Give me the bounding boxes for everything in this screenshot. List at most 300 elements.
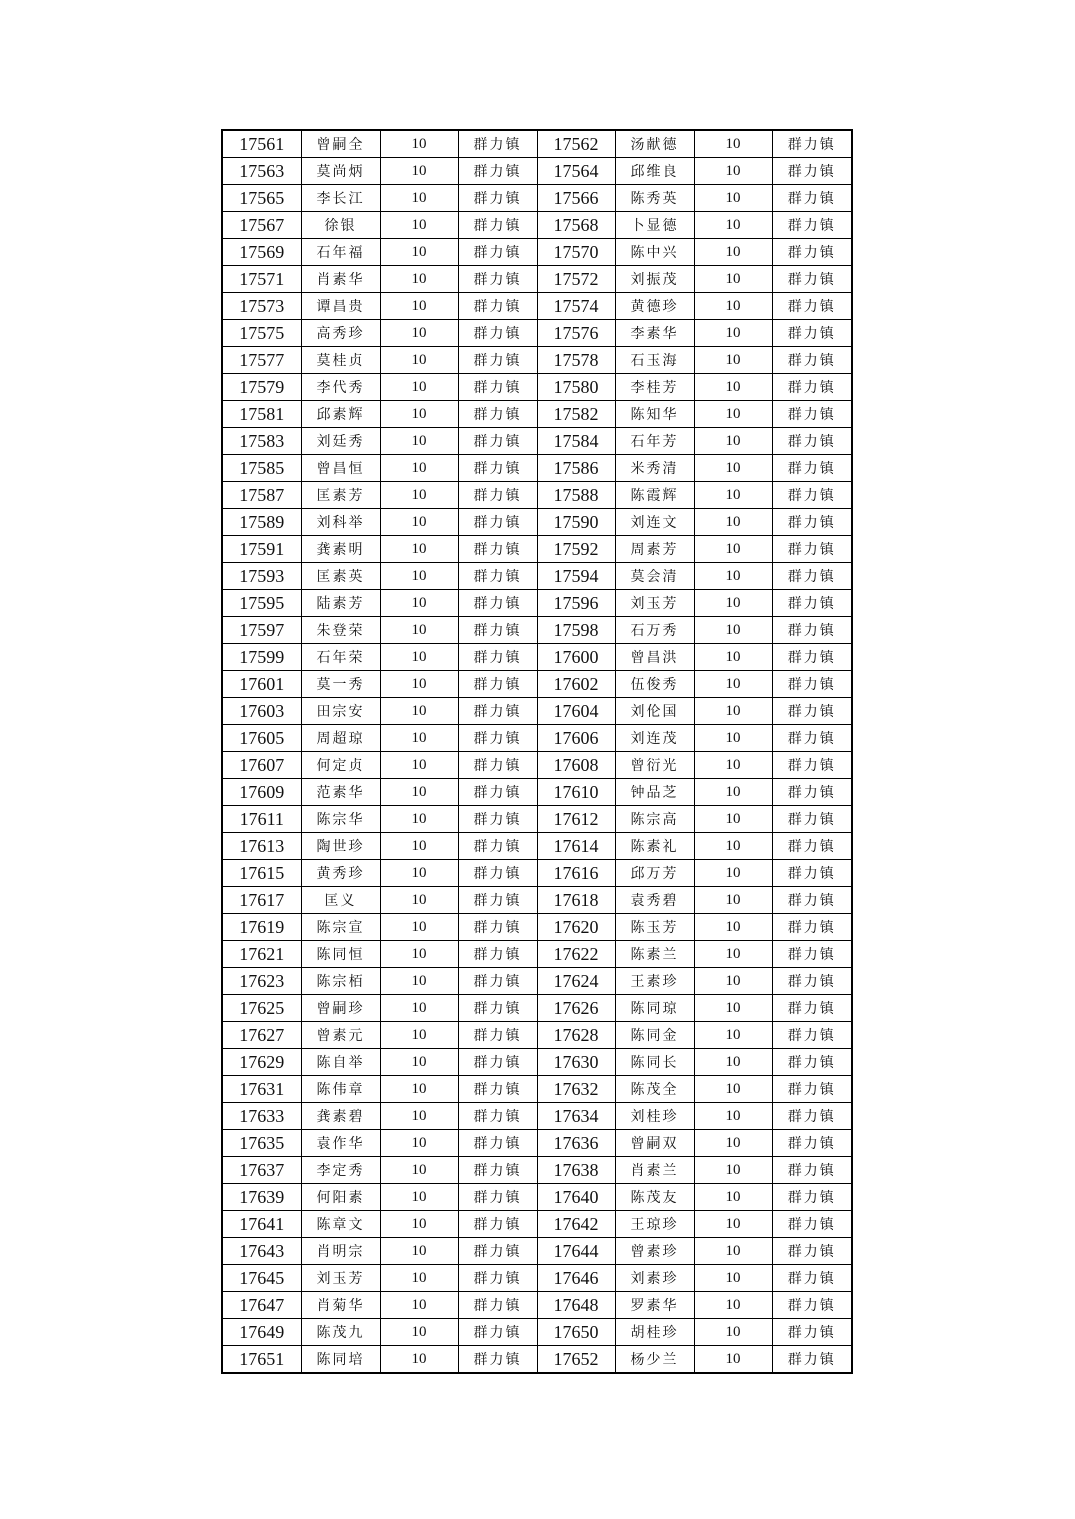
amount-cell: 10 xyxy=(380,185,458,212)
person-name-cell: 莫桂贞 xyxy=(301,347,380,374)
town-name-cell: 群力镇 xyxy=(772,806,852,833)
table-row xyxy=(222,374,852,401)
town-name-cell: 群力镇 xyxy=(772,374,852,401)
amount-cell: 10 xyxy=(694,320,772,347)
record-id-cell: 17625 xyxy=(222,995,301,1022)
amount-cell: 10 xyxy=(380,536,458,563)
person-name-cell: 曾衍光 xyxy=(615,752,694,779)
record-id-cell: 17644 xyxy=(537,1238,615,1265)
town-name-cell: 群力镇 xyxy=(772,1346,852,1374)
amount-cell: 10 xyxy=(694,779,772,806)
town-name-cell: 群力镇 xyxy=(772,779,852,806)
person-name-cell: 黄秀珍 xyxy=(301,860,380,887)
record-id-cell: 17569 xyxy=(222,239,301,266)
amount-cell: 10 xyxy=(380,212,458,239)
person-name-cell: 陈伟章 xyxy=(301,1076,380,1103)
amount-cell: 10 xyxy=(694,590,772,617)
amount-cell: 10 xyxy=(694,1076,772,1103)
person-name-cell: 莫一秀 xyxy=(301,671,380,698)
table-row xyxy=(222,347,852,374)
table-row xyxy=(222,158,852,185)
record-id-cell: 17627 xyxy=(222,1022,301,1049)
record-id-cell: 17588 xyxy=(537,482,615,509)
person-name-cell: 李素华 xyxy=(615,320,694,347)
table-row xyxy=(222,509,852,536)
record-id-cell: 17583 xyxy=(222,428,301,455)
amount-cell: 10 xyxy=(694,887,772,914)
record-id-cell: 17645 xyxy=(222,1265,301,1292)
town-name-cell: 群力镇 xyxy=(458,374,537,401)
record-id-cell: 17587 xyxy=(222,482,301,509)
person-name-cell: 肖菊华 xyxy=(301,1292,380,1319)
town-name-cell: 群力镇 xyxy=(772,509,852,536)
record-id-cell: 17606 xyxy=(537,725,615,752)
person-name-cell: 范素华 xyxy=(301,779,380,806)
person-name-cell: 何定贞 xyxy=(301,752,380,779)
person-name-cell: 曾昌洪 xyxy=(615,644,694,671)
record-id-cell: 17649 xyxy=(222,1319,301,1346)
amount-cell: 10 xyxy=(694,293,772,320)
person-name-cell: 匡素英 xyxy=(301,563,380,590)
record-id-cell: 17612 xyxy=(537,806,615,833)
amount-cell: 10 xyxy=(380,914,458,941)
town-name-cell: 群力镇 xyxy=(772,1292,852,1319)
amount-cell: 10 xyxy=(694,158,772,185)
amount-cell: 10 xyxy=(694,428,772,455)
town-name-cell: 群力镇 xyxy=(772,563,852,590)
record-id-cell: 17571 xyxy=(222,266,301,293)
amount-cell: 10 xyxy=(694,1157,772,1184)
amount-cell: 10 xyxy=(380,995,458,1022)
town-name-cell: 群力镇 xyxy=(458,1130,537,1157)
amount-cell: 10 xyxy=(380,887,458,914)
person-name-cell: 陆素芳 xyxy=(301,590,380,617)
person-name-cell: 莫会清 xyxy=(615,563,694,590)
person-name-cell: 曾昌恒 xyxy=(301,455,380,482)
town-name-cell: 群力镇 xyxy=(458,914,537,941)
person-name-cell: 肖素华 xyxy=(301,266,380,293)
person-name-cell: 匡素芳 xyxy=(301,482,380,509)
town-name-cell: 群力镇 xyxy=(772,698,852,725)
town-name-cell: 群力镇 xyxy=(458,428,537,455)
town-name-cell: 群力镇 xyxy=(458,968,537,995)
table-row xyxy=(222,1265,852,1292)
town-name-cell: 群力镇 xyxy=(772,1103,852,1130)
town-name-cell: 群力镇 xyxy=(458,887,537,914)
person-name-cell: 刘廷秀 xyxy=(301,428,380,455)
record-id-cell: 17585 xyxy=(222,455,301,482)
town-name-cell: 群力镇 xyxy=(458,266,537,293)
roster-body xyxy=(222,130,852,1373)
table-row xyxy=(222,968,852,995)
person-name-cell: 肖明宗 xyxy=(301,1238,380,1265)
person-name-cell: 李长江 xyxy=(301,185,380,212)
record-id-cell: 17626 xyxy=(537,995,615,1022)
town-name-cell: 群力镇 xyxy=(772,995,852,1022)
amount-cell: 10 xyxy=(380,130,458,158)
amount-cell: 10 xyxy=(694,644,772,671)
person-name-cell: 何阳素 xyxy=(301,1184,380,1211)
town-name-cell: 群力镇 xyxy=(458,752,537,779)
person-name-cell: 钟品芝 xyxy=(615,779,694,806)
table-row xyxy=(222,1022,852,1049)
record-id-cell: 17570 xyxy=(537,239,615,266)
person-name-cell: 李桂芳 xyxy=(615,374,694,401)
amount-cell: 10 xyxy=(380,1157,458,1184)
table-row xyxy=(222,1049,852,1076)
amount-cell: 10 xyxy=(380,644,458,671)
amount-cell: 10 xyxy=(694,374,772,401)
person-name-cell: 陶世珍 xyxy=(301,833,380,860)
amount-cell: 10 xyxy=(694,509,772,536)
town-name-cell: 群力镇 xyxy=(772,320,852,347)
record-id-cell: 17561 xyxy=(222,130,301,158)
table-row xyxy=(222,617,852,644)
town-name-cell: 群力镇 xyxy=(458,509,537,536)
town-name-cell: 群力镇 xyxy=(458,130,537,158)
record-id-cell: 17650 xyxy=(537,1319,615,1346)
table-row xyxy=(222,185,852,212)
record-id-cell: 17631 xyxy=(222,1076,301,1103)
person-name-cell: 陈自举 xyxy=(301,1049,380,1076)
amount-cell: 10 xyxy=(380,1076,458,1103)
table-row xyxy=(222,212,852,239)
person-name-cell: 莫尚炳 xyxy=(301,158,380,185)
town-name-cell: 群力镇 xyxy=(458,1211,537,1238)
town-name-cell: 群力镇 xyxy=(772,590,852,617)
record-id-cell: 17605 xyxy=(222,725,301,752)
record-id-cell: 17628 xyxy=(537,1022,615,1049)
person-name-cell: 胡桂珍 xyxy=(615,1319,694,1346)
town-name-cell: 群力镇 xyxy=(772,185,852,212)
person-name-cell: 刘玉芳 xyxy=(301,1265,380,1292)
person-name-cell: 陈宗栢 xyxy=(301,968,380,995)
person-name-cell: 石万秀 xyxy=(615,617,694,644)
amount-cell: 10 xyxy=(380,725,458,752)
person-name-cell: 刘振茂 xyxy=(615,266,694,293)
table-row xyxy=(222,1184,852,1211)
person-name-cell: 曾素珍 xyxy=(615,1238,694,1265)
town-name-cell: 群力镇 xyxy=(458,698,537,725)
town-name-cell: 群力镇 xyxy=(458,1076,537,1103)
person-name-cell: 石年芳 xyxy=(615,428,694,455)
amount-cell: 10 xyxy=(380,1292,458,1319)
table-row xyxy=(222,293,852,320)
town-name-cell: 群力镇 xyxy=(458,590,537,617)
person-name-cell: 李代秀 xyxy=(301,374,380,401)
amount-cell: 10 xyxy=(380,1265,458,1292)
person-name-cell: 陈茂友 xyxy=(615,1184,694,1211)
person-name-cell: 黄德珍 xyxy=(615,293,694,320)
record-id-cell: 17634 xyxy=(537,1103,615,1130)
person-name-cell: 曾嗣珍 xyxy=(301,995,380,1022)
town-name-cell: 群力镇 xyxy=(772,293,852,320)
amount-cell: 10 xyxy=(694,617,772,644)
town-name-cell: 群力镇 xyxy=(772,536,852,563)
amount-cell: 10 xyxy=(694,1238,772,1265)
town-name-cell: 群力镇 xyxy=(772,455,852,482)
record-id-cell: 17629 xyxy=(222,1049,301,1076)
town-name-cell: 群力镇 xyxy=(458,1238,537,1265)
table-row xyxy=(222,914,852,941)
person-name-cell: 曾素元 xyxy=(301,1022,380,1049)
record-id-cell: 17640 xyxy=(537,1184,615,1211)
amount-cell: 10 xyxy=(694,1103,772,1130)
town-name-cell: 群力镇 xyxy=(458,1022,537,1049)
record-id-cell: 17564 xyxy=(537,158,615,185)
amount-cell: 10 xyxy=(380,482,458,509)
town-name-cell: 群力镇 xyxy=(458,482,537,509)
record-id-cell: 17621 xyxy=(222,941,301,968)
person-name-cell: 陈同长 xyxy=(615,1049,694,1076)
amount-cell: 10 xyxy=(694,1346,772,1374)
person-name-cell: 邱万芳 xyxy=(615,860,694,887)
person-name-cell: 刘伦国 xyxy=(615,698,694,725)
person-name-cell: 陈玉芳 xyxy=(615,914,694,941)
amount-cell: 10 xyxy=(694,1022,772,1049)
town-name-cell: 群力镇 xyxy=(458,401,537,428)
record-id-cell: 17620 xyxy=(537,914,615,941)
table-row xyxy=(222,725,852,752)
record-id-cell: 17651 xyxy=(222,1346,301,1374)
roster-table xyxy=(221,129,853,1374)
table-row xyxy=(222,941,852,968)
amount-cell: 10 xyxy=(694,1211,772,1238)
record-id-cell: 17622 xyxy=(537,941,615,968)
table-row xyxy=(222,1103,852,1130)
amount-cell: 10 xyxy=(380,455,458,482)
table-row xyxy=(222,1238,852,1265)
amount-cell: 10 xyxy=(380,617,458,644)
town-name-cell: 群力镇 xyxy=(772,1238,852,1265)
amount-cell: 10 xyxy=(694,806,772,833)
record-id-cell: 17607 xyxy=(222,752,301,779)
town-name-cell: 群力镇 xyxy=(772,239,852,266)
town-name-cell: 群力镇 xyxy=(458,941,537,968)
amount-cell: 10 xyxy=(694,941,772,968)
record-id-cell: 17613 xyxy=(222,833,301,860)
record-id-cell: 17576 xyxy=(537,320,615,347)
person-name-cell: 肖素兰 xyxy=(615,1157,694,1184)
record-id-cell: 17577 xyxy=(222,347,301,374)
amount-cell: 10 xyxy=(694,1049,772,1076)
town-name-cell: 群力镇 xyxy=(458,1103,537,1130)
table-row xyxy=(222,239,852,266)
person-name-cell: 刘桂珍 xyxy=(615,1103,694,1130)
town-name-cell: 群力镇 xyxy=(458,1184,537,1211)
town-name-cell: 群力镇 xyxy=(772,671,852,698)
town-name-cell: 群力镇 xyxy=(458,725,537,752)
amount-cell: 10 xyxy=(380,374,458,401)
record-id-cell: 17630 xyxy=(537,1049,615,1076)
amount-cell: 10 xyxy=(694,347,772,374)
amount-cell: 10 xyxy=(380,1130,458,1157)
person-name-cell: 李定秀 xyxy=(301,1157,380,1184)
town-name-cell: 群力镇 xyxy=(458,1265,537,1292)
town-name-cell: 群力镇 xyxy=(458,860,537,887)
town-name-cell: 群力镇 xyxy=(772,1157,852,1184)
amount-cell: 10 xyxy=(380,1238,458,1265)
record-id-cell: 17635 xyxy=(222,1130,301,1157)
town-name-cell: 群力镇 xyxy=(458,536,537,563)
record-id-cell: 17648 xyxy=(537,1292,615,1319)
amount-cell: 10 xyxy=(694,563,772,590)
town-name-cell: 群力镇 xyxy=(772,887,852,914)
record-id-cell: 17638 xyxy=(537,1157,615,1184)
record-id-cell: 17623 xyxy=(222,968,301,995)
record-id-cell: 17642 xyxy=(537,1211,615,1238)
person-name-cell: 石年福 xyxy=(301,239,380,266)
document-page xyxy=(221,129,853,1374)
person-name-cell: 陈素礼 xyxy=(615,833,694,860)
person-name-cell: 徐银 xyxy=(301,212,380,239)
record-id-cell: 17568 xyxy=(537,212,615,239)
person-name-cell: 石玉海 xyxy=(615,347,694,374)
record-id-cell: 17637 xyxy=(222,1157,301,1184)
town-name-cell: 群力镇 xyxy=(772,1211,852,1238)
person-name-cell: 刘连茂 xyxy=(615,725,694,752)
person-name-cell: 陈中兴 xyxy=(615,239,694,266)
person-name-cell: 周超琼 xyxy=(301,725,380,752)
person-name-cell: 袁秀碧 xyxy=(615,887,694,914)
amount-cell: 10 xyxy=(380,509,458,536)
record-id-cell: 17610 xyxy=(537,779,615,806)
amount-cell: 10 xyxy=(694,1265,772,1292)
town-name-cell: 群力镇 xyxy=(458,455,537,482)
table-row xyxy=(222,1076,852,1103)
amount-cell: 10 xyxy=(694,968,772,995)
record-id-cell: 17636 xyxy=(537,1130,615,1157)
town-name-cell: 群力镇 xyxy=(772,914,852,941)
record-id-cell: 17593 xyxy=(222,563,301,590)
record-id-cell: 17565 xyxy=(222,185,301,212)
person-name-cell: 刘玉芳 xyxy=(615,590,694,617)
town-name-cell: 群力镇 xyxy=(772,401,852,428)
record-id-cell: 17652 xyxy=(537,1346,615,1374)
record-id-cell: 17580 xyxy=(537,374,615,401)
record-id-cell: 17624 xyxy=(537,968,615,995)
amount-cell: 10 xyxy=(694,482,772,509)
town-name-cell: 群力镇 xyxy=(458,1049,537,1076)
person-name-cell: 陈同恒 xyxy=(301,941,380,968)
record-id-cell: 17616 xyxy=(537,860,615,887)
amount-cell: 10 xyxy=(380,806,458,833)
amount-cell: 10 xyxy=(380,1346,458,1374)
record-id-cell: 17589 xyxy=(222,509,301,536)
record-id-cell: 17604 xyxy=(537,698,615,725)
town-name-cell: 群力镇 xyxy=(458,1157,537,1184)
record-id-cell: 17574 xyxy=(537,293,615,320)
table-row xyxy=(222,887,852,914)
town-name-cell: 群力镇 xyxy=(772,617,852,644)
amount-cell: 10 xyxy=(694,833,772,860)
amount-cell: 10 xyxy=(694,671,772,698)
person-name-cell: 陈宗高 xyxy=(615,806,694,833)
amount-cell: 10 xyxy=(694,1292,772,1319)
record-id-cell: 17596 xyxy=(537,590,615,617)
person-name-cell: 杨少兰 xyxy=(615,1346,694,1374)
town-name-cell: 群力镇 xyxy=(772,158,852,185)
amount-cell: 10 xyxy=(380,698,458,725)
record-id-cell: 17641 xyxy=(222,1211,301,1238)
table-row xyxy=(222,995,852,1022)
amount-cell: 10 xyxy=(380,833,458,860)
record-id-cell: 17562 xyxy=(537,130,615,158)
table-row xyxy=(222,779,852,806)
person-name-cell: 刘连文 xyxy=(615,509,694,536)
person-name-cell: 陈霞辉 xyxy=(615,482,694,509)
person-name-cell: 周素芳 xyxy=(615,536,694,563)
amount-cell: 10 xyxy=(694,455,772,482)
person-name-cell: 陈秀英 xyxy=(615,185,694,212)
record-id-cell: 17614 xyxy=(537,833,615,860)
town-name-cell: 群力镇 xyxy=(772,644,852,671)
person-name-cell: 罗素华 xyxy=(615,1292,694,1319)
record-id-cell: 17632 xyxy=(537,1076,615,1103)
person-name-cell: 陈宗宣 xyxy=(301,914,380,941)
town-name-cell: 群力镇 xyxy=(772,482,852,509)
table-row xyxy=(222,1292,852,1319)
amount-cell: 10 xyxy=(694,914,772,941)
table-row xyxy=(222,752,852,779)
table-row xyxy=(222,455,852,482)
person-name-cell: 龚素碧 xyxy=(301,1103,380,1130)
record-id-cell: 17584 xyxy=(537,428,615,455)
amount-cell: 10 xyxy=(380,590,458,617)
town-name-cell: 群力镇 xyxy=(772,266,852,293)
amount-cell: 10 xyxy=(380,158,458,185)
amount-cell: 10 xyxy=(694,401,772,428)
table-row xyxy=(222,833,852,860)
amount-cell: 10 xyxy=(380,752,458,779)
record-id-cell: 17639 xyxy=(222,1184,301,1211)
amount-cell: 10 xyxy=(694,212,772,239)
amount-cell: 10 xyxy=(380,968,458,995)
record-id-cell: 17611 xyxy=(222,806,301,833)
town-name-cell: 群力镇 xyxy=(458,212,537,239)
record-id-cell: 17601 xyxy=(222,671,301,698)
table-row xyxy=(222,482,852,509)
town-name-cell: 群力镇 xyxy=(772,1184,852,1211)
town-name-cell: 群力镇 xyxy=(458,833,537,860)
town-name-cell: 群力镇 xyxy=(772,833,852,860)
person-name-cell: 刘科举 xyxy=(301,509,380,536)
table-row xyxy=(222,130,852,158)
record-id-cell: 17579 xyxy=(222,374,301,401)
town-name-cell: 群力镇 xyxy=(458,158,537,185)
town-name-cell: 群力镇 xyxy=(458,185,537,212)
person-name-cell: 王素珍 xyxy=(615,968,694,995)
record-id-cell: 17643 xyxy=(222,1238,301,1265)
record-id-cell: 17619 xyxy=(222,914,301,941)
record-id-cell: 17566 xyxy=(537,185,615,212)
town-name-cell: 群力镇 xyxy=(772,860,852,887)
table-row xyxy=(222,428,852,455)
table-row xyxy=(222,563,852,590)
town-name-cell: 群力镇 xyxy=(772,968,852,995)
record-id-cell: 17633 xyxy=(222,1103,301,1130)
record-id-cell: 17572 xyxy=(537,266,615,293)
record-id-cell: 17581 xyxy=(222,401,301,428)
town-name-cell: 群力镇 xyxy=(772,1076,852,1103)
person-name-cell: 田宗安 xyxy=(301,698,380,725)
person-name-cell: 曾嗣全 xyxy=(301,130,380,158)
amount-cell: 10 xyxy=(380,293,458,320)
town-name-cell: 群力镇 xyxy=(458,779,537,806)
town-name-cell: 群力镇 xyxy=(458,806,537,833)
amount-cell: 10 xyxy=(380,563,458,590)
amount-cell: 10 xyxy=(694,698,772,725)
